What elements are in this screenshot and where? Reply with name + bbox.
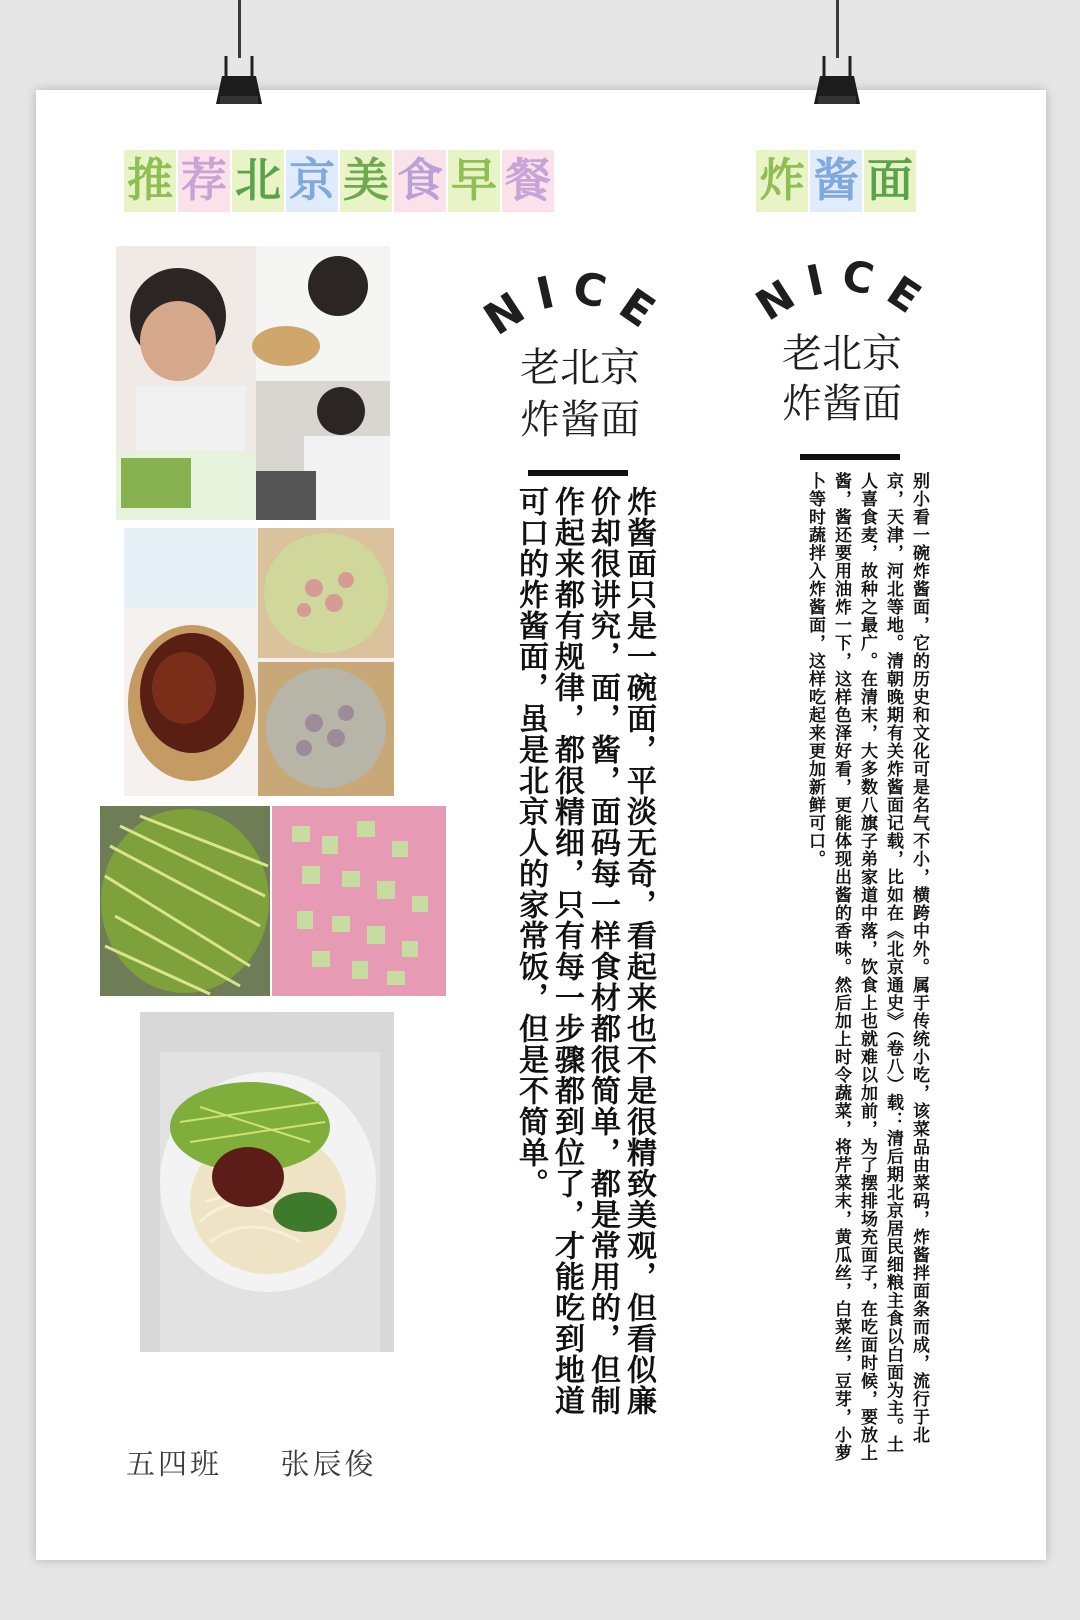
poster-title-char: 荐 [178, 150, 230, 212]
left-divider [528, 470, 628, 476]
photo-sauce-pot [124, 528, 394, 796]
svg-text:NICE [475, 266, 675, 346]
hanging-string-left [238, 0, 241, 58]
binder-clip-left-icon [208, 56, 270, 106]
nice-arc-right [744, 254, 944, 340]
dish-title-char: 酱 [810, 150, 862, 212]
poster-title-char: 京 [286, 150, 338, 212]
photo-cooking-top [116, 246, 390, 520]
nice-arc-left-text: NICE [475, 266, 676, 346]
poster-title-char: 食 [394, 150, 446, 212]
poster-title-char: 北 [232, 150, 284, 212]
photo-diced-celery [272, 806, 446, 996]
poster-title-char: 早 [448, 150, 500, 212]
right-subtitle-line2: 炸酱面 [782, 381, 902, 427]
left-subtitle-line2: 炸酱面 [520, 397, 640, 443]
dish-title-char: 面 [864, 150, 916, 212]
nice-arc-left [470, 266, 680, 356]
class-name: 五四班 [126, 1447, 223, 1481]
poster-title-char: 餐 [502, 150, 554, 212]
nice-arc-right-text: NICE [747, 254, 942, 331]
photo-finished-noodles [140, 1012, 394, 1352]
dish-title-char: 炸 [756, 150, 808, 212]
svg-text:NICE [747, 254, 941, 331]
right-subtitle-line1: 老北京 [782, 331, 902, 377]
right-divider [800, 454, 900, 460]
left-subtitle-line1: 老北京 [520, 345, 640, 391]
right-body-text: 别小看一碗炸酱面，它的历史和文化可是名气不小，横跨中外。属于传统小吃，该菜品由菜码，炸酱拌面条而成，流行于北京，天津，河北等地。清朝晚期有关炸酱面记载，比如在《北京通史》（卷八）载：清后期北京居民细粮主食以白面为主。土人喜食麦，故种之最广。在清末，大多数八旗子弟家道中落，饮食上也就难以加前，为了摆排场充面子，在吃面时候，要放上酱，酱还要用油炸一下，这样色泽好看，更能体现出酱的香味。然后加上时令蔬菜，将芹菜末，黄瓜丝，白菜丝，豆芽，小萝卜等时蔬拌入炸酱面，这样吃起来更加新鲜可口。 [805, 472, 929, 1462]
dish-title [756, 150, 918, 212]
author-line [126, 1442, 376, 1483]
poster-title-char: 推 [124, 150, 176, 212]
hanging-string-right [836, 0, 839, 58]
left-body-text: 炸酱面只是一碗面，平淡无奇，看起来也不是很精致美观，但看似廉价却很讲究，面，酱，面码每一样食材都很简单，都是常用的，但制作起来都有规律，都很精细，只有每一步骤都到位了，才能吃到地道可口的炸酱面，虽是北京人的家常饭，但是不简单。 [513, 486, 656, 1416]
poster-title-char: 美 [340, 150, 392, 212]
photo-cucumber-shreds [100, 806, 270, 996]
poster-title [124, 150, 556, 212]
binder-clip-right-icon [806, 56, 868, 106]
student-name: 张辰俊 [280, 1447, 377, 1481]
